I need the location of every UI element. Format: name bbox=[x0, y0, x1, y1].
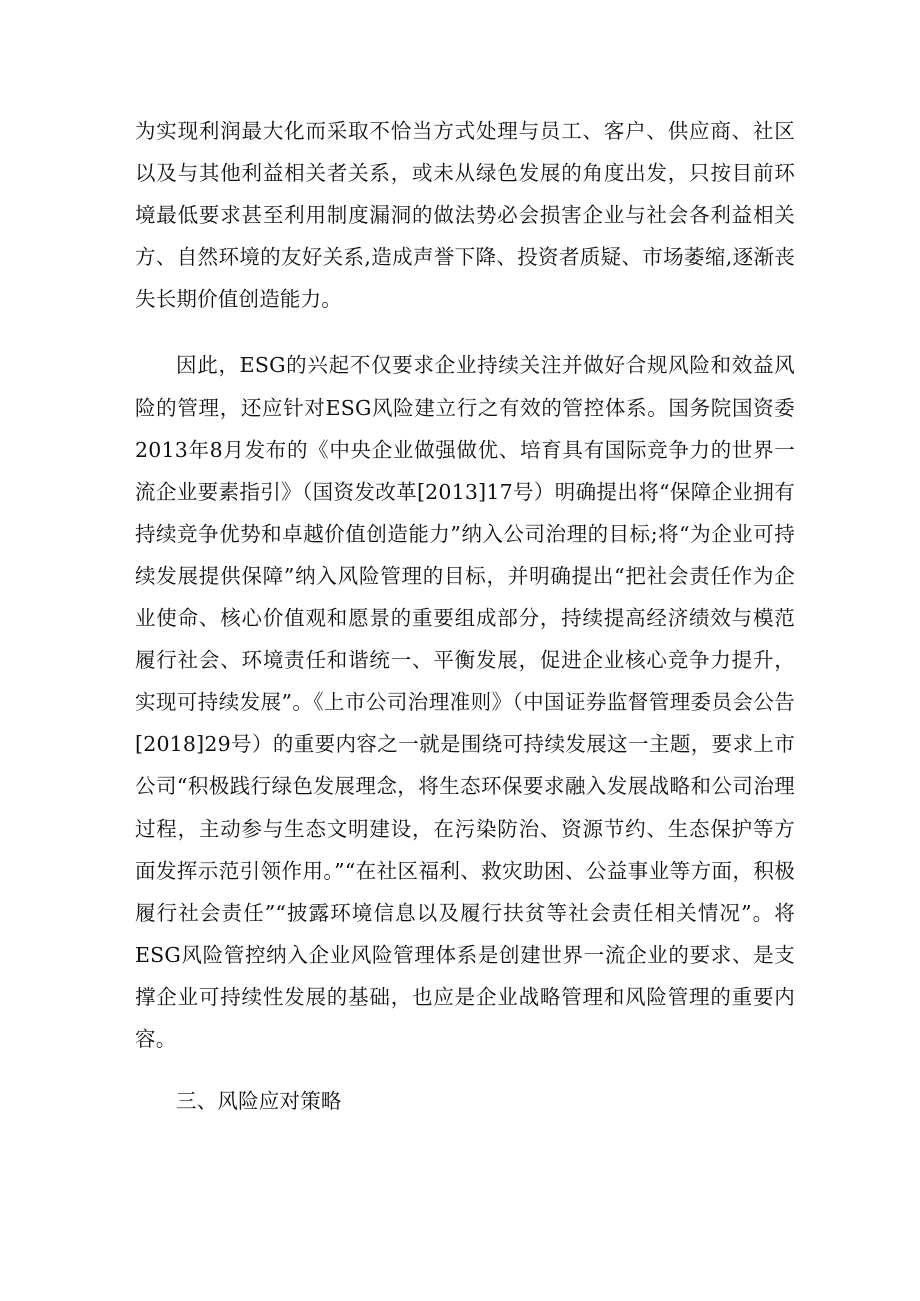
paragraph-2: 因此，ESG的兴起不仅要求企业持续关注并做好合规风险和效益风险的管理，还应针对ESG风险建立行之有效的管控体系。国务院国资委2013年8月发布的《中央企业做强做优、培育具有国际竞争力的世界一流企业要素指引》（国资发改革[2013]17号）明确提出将“保障企业拥有持续竞争优势和卓越价值创造能力”纳入公司治理的目标;将“为企业可持续发展提供保障”纳入风险管理的目标，并明确提出“把社会责任作为企业使命、核心价值观和愿景的重要组成部分，持续提高经济绩效与模范履行社会、环境责任和谐统一、平衡发展，促进企业核心竞争力提升，实现可持续发展”。《上市公司治理准则》（中国证券监督管理委员会公告[2018]29号）的重要内容之一就是围绕可持续发展这一主题，要求上市公司“积极践行绿色发展理念，将生态环保要求融入发展战略和公司治理过程，主动参与生态文明建设，在污染防治、资源节约、生态保护等方面发挥示范引领作用。”“在社区福利、救灾助困、公益事业等方面，积极履行社会责任”“披露环境信息以及履行扶贫等社会责任相关情况”。将ESG风险管控纳入企业风险管理体系是创建世界一流企业的要求、是支撑企业可持续性发展的基础，也应是企业战略管理和风险管理的重要内容。 bbox=[135, 353, 795, 1051]
document-body bbox=[135, 110, 795, 1122]
section-heading: 三、风险应对策略 bbox=[176, 1089, 342, 1114]
paragraph-1: 为实现利润最大化而采取不恰当方式处理与员工、客户、供应商、社区以及与其他利益相关者关系，或未从绿色发展的角度出发，只按目前环境最低要求甚至利用制度漏洞的做法势必会损害企业与社会各利益相关方、自然环境的友好关系,造成声誉下降、投资者质疑、市场萎缩,逐渐丧失长期价值创造能力。 bbox=[135, 119, 795, 312]
